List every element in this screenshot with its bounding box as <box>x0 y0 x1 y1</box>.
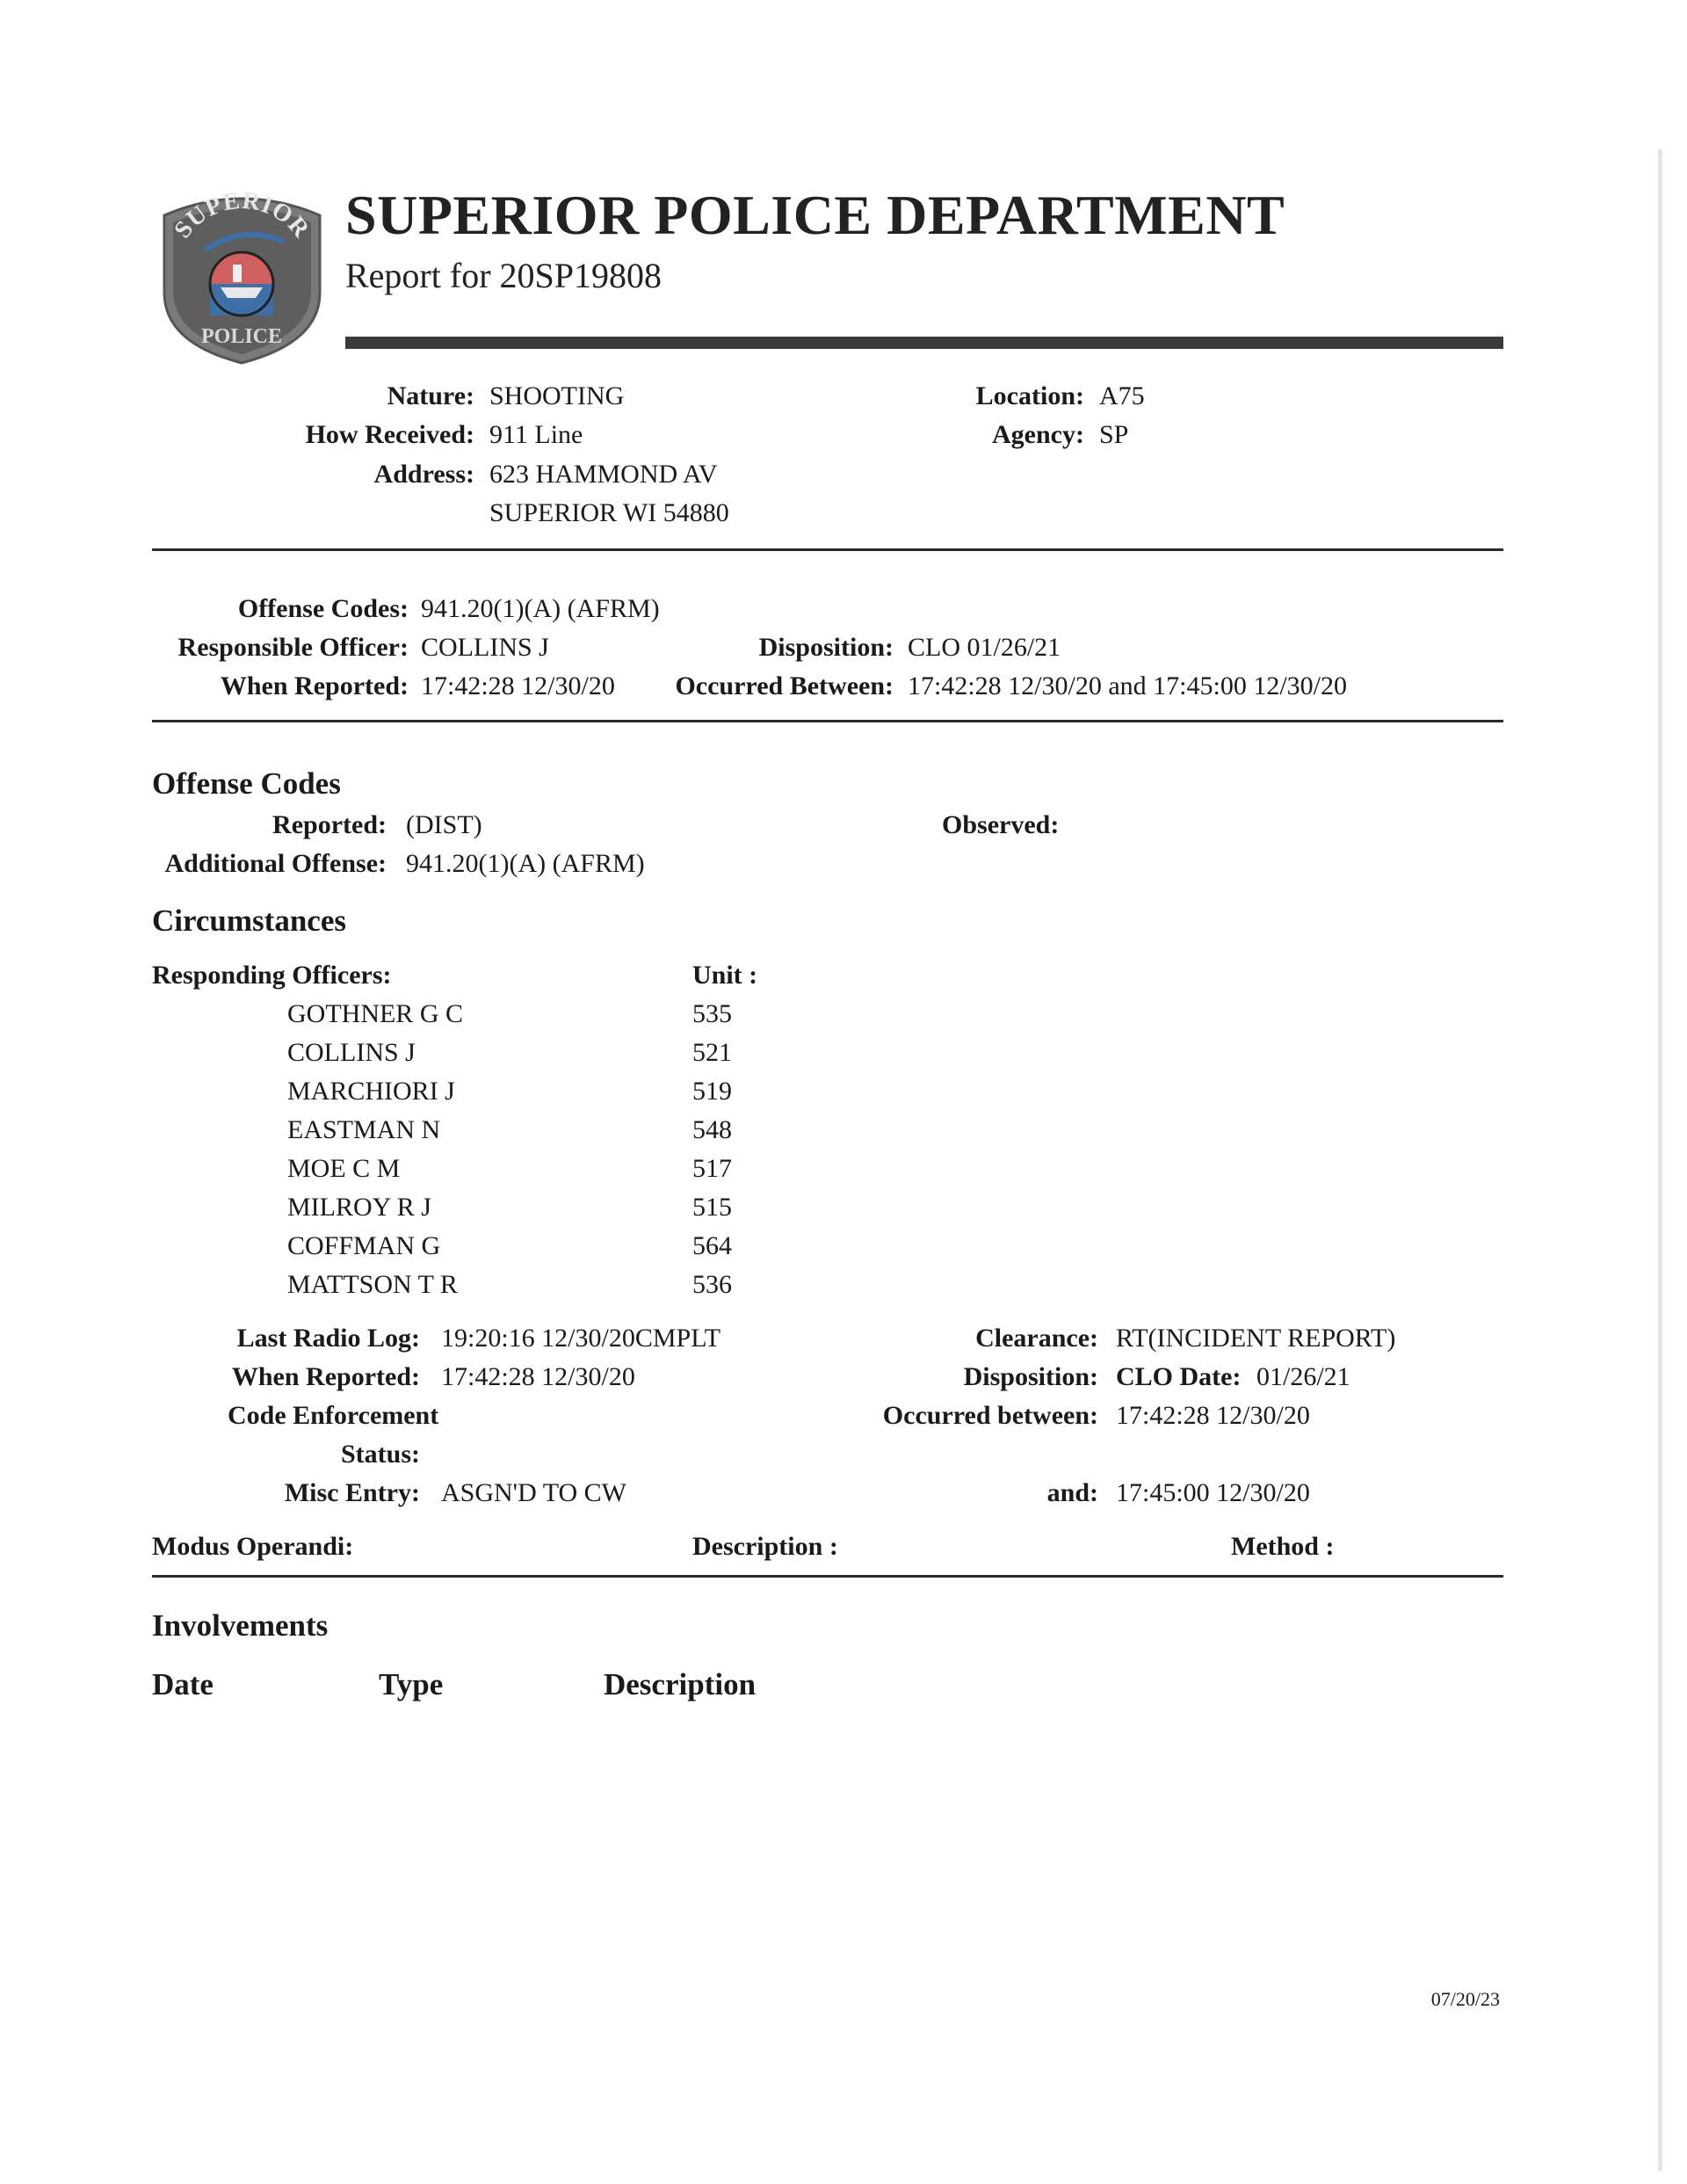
nature-value: SHOOTING <box>489 381 625 410</box>
responsible-officer-value: COLLINS J <box>421 633 549 662</box>
method-label: Method : <box>1231 1532 1335 1561</box>
last-radio-log-label: Last Radio Log: <box>236 1324 420 1353</box>
officer-unit: 515 <box>692 1193 732 1222</box>
agency-value: SP <box>1099 420 1129 449</box>
offense-codes-label: Offense Codes: <box>237 594 409 623</box>
officer-unit: 548 <box>692 1115 732 1144</box>
additional-offense-value: 941.20(1)(A) (AFRM) <box>406 849 645 878</box>
description-label: Description : <box>692 1532 838 1561</box>
disposition-label-2: Disposition: <box>963 1362 1098 1391</box>
when-reported-label: When Reported: <box>220 671 409 700</box>
address-line1: 623 HAMMOND AV <box>489 460 718 489</box>
divider-2 <box>152 720 1503 722</box>
circumstances-heading: Circumstances <box>152 903 346 938</box>
officer-unit: 564 <box>692 1231 732 1260</box>
officer-name: COLLINS J <box>287 1038 416 1067</box>
location-label: Location: <box>975 381 1084 410</box>
disposition-value: CLO 01/26/21 <box>908 633 1061 662</box>
and-value: 17:45:00 12/30/20 <box>1116 1478 1310 1507</box>
officer-name: EASTMAN N <box>287 1115 441 1144</box>
divider-1 <box>152 548 1503 551</box>
disposition-value-2 <box>1116 1362 1350 1392</box>
col-description-header: Description <box>604 1667 757 1701</box>
officer-unit: 521 <box>692 1038 732 1067</box>
scan-edge-shadow <box>1658 149 1662 2171</box>
officer-unit: 519 <box>692 1077 732 1106</box>
svg-text:POLICE: POLICE <box>200 325 283 348</box>
clearance-value: RT(INCIDENT REPORT) <box>1116 1324 1396 1353</box>
clo-date-label: CLO Date: <box>1116 1362 1242 1391</box>
when-reported-value: 17:42:28 12/30/20 <box>421 671 615 700</box>
unit-label: Unit : <box>692 961 758 990</box>
police-badge-logo <box>152 189 332 365</box>
reported-label: Reported: <box>272 810 387 839</box>
occurred-between-value: 17:42:28 12/30/20 and 17:45:00 12/30/20 <box>908 671 1347 700</box>
officer-name: GOTHNER G C <box>287 999 463 1028</box>
address-label: Address: <box>373 460 474 489</box>
divider-3 <box>152 1575 1503 1578</box>
occurred-between-value-2: 17:42:28 12/30/20 <box>1116 1401 1310 1430</box>
responding-officers-label: Responding Officers: <box>152 961 392 990</box>
occurred-between-label-2: Occurred between: <box>882 1401 1098 1430</box>
last-radio-log-value: 19:20:16 12/30/20CMPLT <box>441 1324 721 1353</box>
misc-entry-label: Misc Entry: <box>284 1478 420 1507</box>
offense-codes-heading: Offense Codes <box>152 766 341 801</box>
location-value: A75 <box>1099 381 1145 410</box>
print-date: 07/20/23 <box>1430 1988 1500 2010</box>
clo-date-value: 01/26/21 <box>1256 1362 1350 1391</box>
header-bar <box>345 337 1503 349</box>
status-label: Status: <box>340 1440 420 1469</box>
how-received-value: 911 Line <box>489 420 583 449</box>
col-type-header: Type <box>379 1667 444 1701</box>
involvements-heading: Involvements <box>152 1608 329 1643</box>
offense-codes-value: 941.20(1)(A) (AFRM) <box>421 594 660 623</box>
misc-entry-value: ASGN'D TO CW <box>441 1478 626 1507</box>
code-enforcement-label: Code Enforcement <box>228 1401 439 1430</box>
officer-unit: 536 <box>692 1270 732 1299</box>
occurred-between-label: Occurred Between: <box>675 671 894 700</box>
modus-operandi-label: Modus Operandi: <box>152 1532 354 1561</box>
officer-name: MILROY R J <box>287 1193 431 1222</box>
responsible-officer-label: Responsible Officer: <box>177 633 409 662</box>
when-reported-value-2: 17:42:28 12/30/20 <box>441 1362 635 1391</box>
when-reported-label-2: When Reported: <box>231 1362 420 1391</box>
how-received-label: How Received: <box>305 420 474 449</box>
svg-text:SUPERIOR: SUPERIOR <box>169 189 315 243</box>
agency-label: Agency: <box>992 420 1084 449</box>
and-label: and: <box>1046 1478 1098 1507</box>
officer-name: COFFMAN G <box>287 1231 441 1260</box>
report-title: Report for 20SP19808 <box>345 256 662 295</box>
officer-name: MATTSON T R <box>287 1270 458 1299</box>
col-date-header: Date <box>152 1667 214 1701</box>
officer-name: MOE C M <box>287 1154 401 1183</box>
officer-unit: 517 <box>692 1154 732 1183</box>
disposition-label: Disposition: <box>758 633 894 662</box>
observed-label: Observed: <box>942 810 1060 839</box>
clearance-label: Clearance: <box>975 1324 1098 1353</box>
address-line2: SUPERIOR WI 54880 <box>489 498 729 527</box>
officer-unit: 535 <box>692 999 732 1028</box>
additional-offense-label: Additional Offense: <box>164 849 387 878</box>
officer-name: MARCHIORI J <box>287 1077 455 1106</box>
reported-value: (DIST) <box>406 810 482 839</box>
nature-label: Nature: <box>387 381 474 410</box>
department-title: SUPERIOR POLICE DEPARTMENT <box>345 184 1285 246</box>
